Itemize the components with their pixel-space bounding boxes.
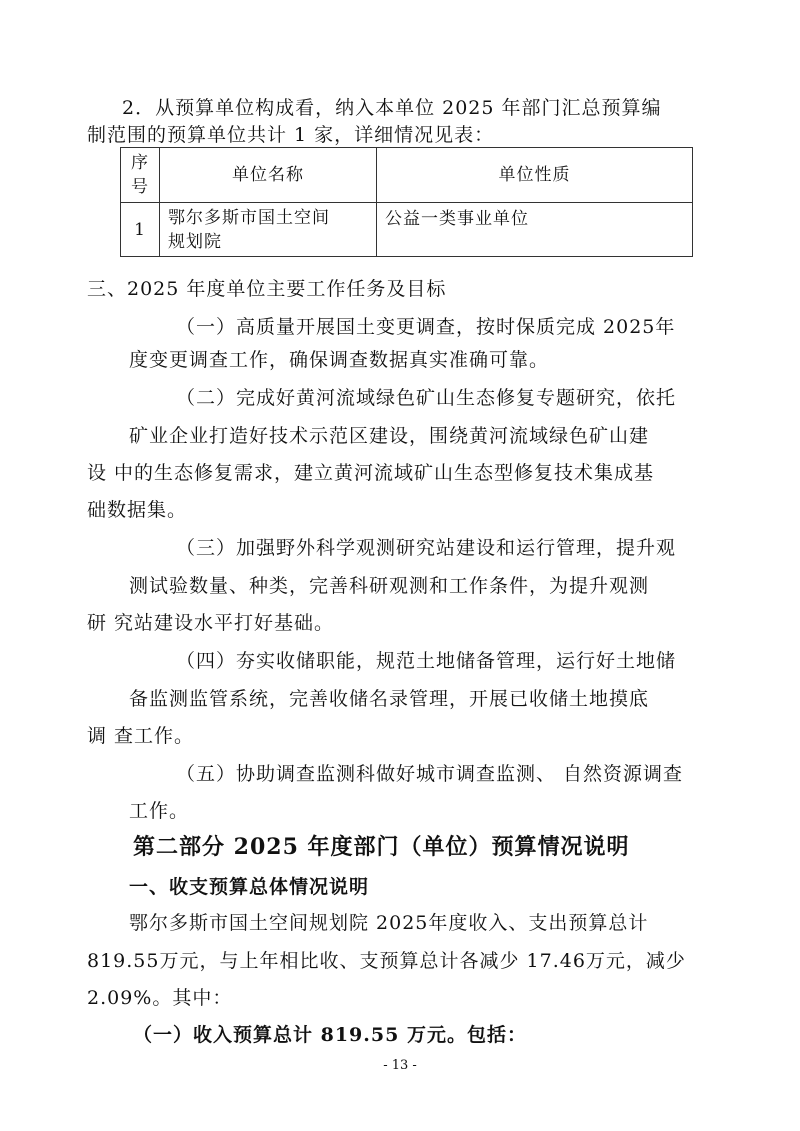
task4-line-2: 备监测监管系统，完善收储名录管理，开展已收储土地摸底 [129,688,650,710]
row-unit-name-line1: 鄂尔多斯市国土空间 [168,207,330,228]
header-seq-line2: 号 [131,177,149,197]
page-number: - 13 - [383,1058,417,1073]
budget-units-table [120,147,693,257]
intro-line-2: 制范围的预算单位共计 1 家，详细情况见表： [87,124,495,146]
row-unit-name-line2: 规划院 [168,231,222,252]
task1-line-1: （一）高质量开展国土变更调查，按时保质完成 2025年 [176,316,676,338]
income-total-heading: （一）收入预算总计 819.55 万元。包括： [133,1024,527,1046]
task2-line-2: 矿业企业打造好技术示范区建设，围绕黄河流域绿色矿山建 [129,425,650,447]
task3-line-3: 研 究站建设水平打好基础。 [87,612,335,634]
section3-title: 三、2025 年度单位主要工作任务及目标 [87,278,447,300]
row-seq: 1 [121,203,160,257]
part2-title: 第二部分 2025 年度部门（单位）预算情况说明 [133,834,630,860]
header-unit-nature: 单位性质 [377,148,693,203]
intro-line-1: 2．从预算单位构成看，纳入本单位 2025 年部门汇总预算编 [122,97,662,119]
header-unit-name: 单位名称 [160,148,377,203]
table-header-row [121,148,693,203]
task3-line-2: 测试验数量、种类，完善科研观测和工作条件，为提升观测 [129,575,650,597]
task4-line-3: 调 查工作。 [87,725,195,747]
header-seq-line1: 序 [131,153,149,173]
row-unit-name [160,203,377,257]
table-row [121,203,693,257]
task2-line-1: （二）完成好黄河流域绿色矿山生态修复专题研究，依托 [176,387,677,409]
task3-line-1: （三）加强野外科学观测研究站建设和运行管理，提升观 [176,537,677,559]
task4-line-1: （四）夯实收储职能，规范土地储备管理，运行好土地储 [176,650,677,672]
task2-line-4: 础数据集。 [87,499,188,521]
row-unit-nature: 公益一类事业单位 [377,203,693,257]
task2-line-3: 设 中的生态修复需求，建立黄河流域矿山生态型修复技术集成基 [87,462,655,484]
task1-line-2: 度变更调查工作，确保调查数据真实准确可靠。 [129,349,550,371]
summary-line-3: 2.09%。其中： [87,987,233,1009]
header-seq [121,148,160,203]
part2-subtitle: 一、收支预算总体情况说明 [129,876,370,898]
summary-line-1: 鄂尔多斯市国土空间规划院 2025年度收入、支出预算总计 [129,912,649,934]
summary-line-2: 819.55万元，与上年相比收、支预算总计各减少 17.46万元，减少 [87,950,686,972]
task5-line-1: （五）协助调查监测科做好城市调查监测、 自然资源调查 [176,763,684,785]
task5-line-2: 工作。 [129,800,190,822]
